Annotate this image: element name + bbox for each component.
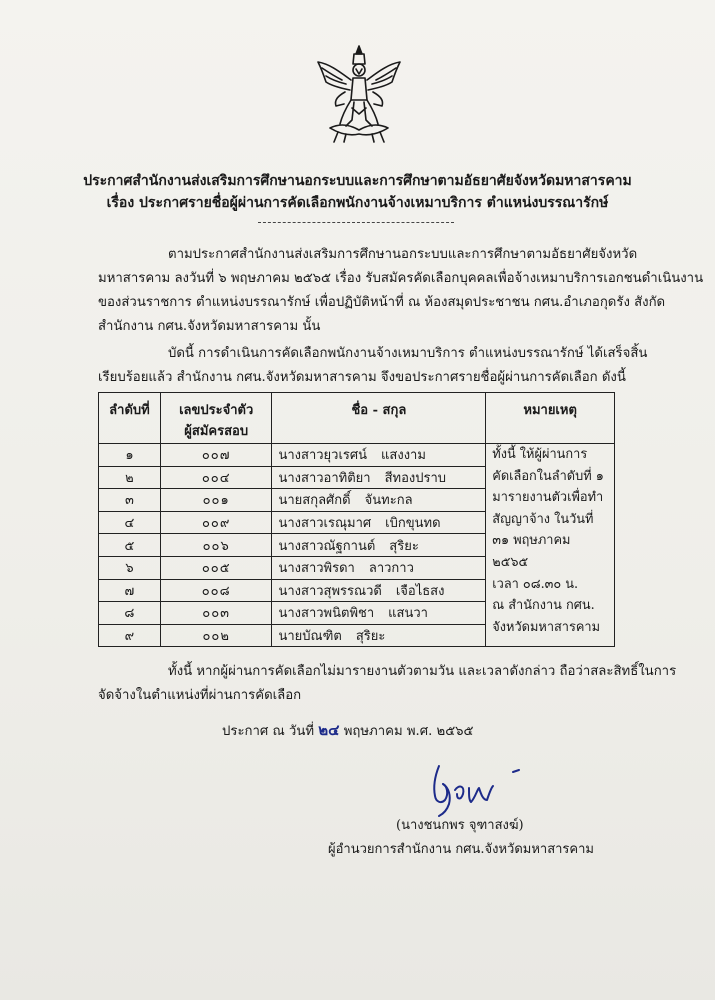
header-remark: หมายเหตุ: [486, 393, 615, 444]
full-name: [272, 556, 486, 579]
last-name: สีทองปราบ: [384, 470, 447, 486]
last-name: ลาวกาว: [368, 561, 414, 577]
full-name: [272, 466, 486, 489]
row-number: ๖: [99, 556, 161, 579]
paragraph-1-line-4: สำนักงาน กศน.จังหวัดมหาสารคาม นั้น: [98, 319, 321, 334]
full-name: [272, 511, 486, 534]
full-name: [272, 534, 486, 557]
handwritten-signature-icon: [425, 760, 525, 820]
full-name: [272, 444, 486, 467]
applicant-id: ๐๐๓: [160, 602, 272, 625]
row-number: ๘: [99, 602, 161, 625]
first-name: นางสาวสุพรรณวดี: [278, 583, 382, 599]
paragraph-2-line-2: เรียบร้อยแล้ว สำนักงาน กศน.จังหวัดมหาสารคาม จึงขอประกาศรายชื่อผู้ผ่านการคัดเลือก ดังนี้: [98, 370, 626, 385]
row-number: ๕: [99, 534, 161, 557]
table-header-row: [99, 393, 615, 444]
applicant-id: ๐๐๘: [160, 579, 272, 602]
paragraph-2-line-1: บัดนี้ การดำเนินการคัดเลือกพนักงานจ้างเหมาบริการ ตำแหน่งบรรณารักษ์ ได้เสร็จสิ้น: [168, 346, 648, 361]
garuda-emblem-icon: [312, 42, 406, 146]
remark-line: ๓๑ พฤษภาคม ๒๕๖๕: [492, 533, 571, 570]
table-row: [99, 444, 615, 467]
remark-line: คัดเลือกในลำดับที่ ๑: [492, 468, 604, 484]
row-number: ๙: [99, 624, 161, 647]
last-name: สุริยะ: [389, 538, 419, 554]
first-name: นายบัณฑิต: [278, 629, 342, 645]
last-name: แสนวา: [388, 606, 428, 622]
applicant-id: ๐๐๕: [160, 556, 272, 579]
remark-line: เวลา ๐๘.๓๐ น.: [492, 576, 579, 592]
header-applicant-id: [160, 393, 272, 444]
first-name: นายสกุลศักดิ์: [278, 493, 351, 509]
remark-line: ณ สำนักงาน กศน.: [492, 598, 595, 614]
full-name: [272, 624, 486, 647]
full-name: [272, 579, 486, 602]
signatory-name: (นางชนกพร จุฑาสงฆ์): [396, 818, 524, 833]
applicant-id: ๐๐๗: [160, 444, 272, 467]
paragraph-1-line-1: ตามประกาศสำนักงานส่งเสริมการศึกษานอกระบบและการศึกษาตามอัธยาศัยจังหวัด: [168, 247, 638, 262]
announce-date: [222, 718, 474, 742]
row-number: ๗: [99, 579, 161, 602]
announce-date-suffix: พฤษภาคม พ.ศ. ๒๕๖๕: [343, 724, 474, 739]
row-number: ๓: [99, 489, 161, 512]
last-name: เจือไธสง: [395, 583, 445, 599]
first-name: นางสาวเรณุมาศ: [278, 516, 372, 532]
applicant-id: ๐๐๔: [160, 466, 272, 489]
first-name: นางสาวณัฐกานต์: [278, 538, 376, 554]
last-name: แสงงาม: [381, 448, 426, 464]
applicant-id: ๐๐๙: [160, 511, 272, 534]
paragraph-3-line-2: จัดจ้างในตำแหน่งที่ผ่านการคัดเลือก: [98, 688, 302, 703]
row-number: ๒: [99, 466, 161, 489]
first-name: นางสาวยุวเรศน์: [278, 448, 368, 464]
header-full-name: ชื่อ - สกุล: [272, 393, 486, 444]
paragraph-1-line-2: มหาสารคาม ลงวันที่ ๖ พฤษภาคม ๒๕๖๕ เรื่อง รับสมัครคัดเลือกบุคคลเพื่อจ้างเหมาบริการเอกชนดำเนินงาน: [98, 271, 704, 286]
applicant-id: ๐๐๑: [160, 489, 272, 512]
paragraph-3-line-1: ทั้งนี้ หากผู้ผ่านการคัดเลือกไม่มารายงานตัวตามวัน และเวลาดังกล่าว ถือว่าสละสิทธิ์ในการ: [168, 664, 677, 679]
remark-line: จังหวัดมหาสารคาม: [492, 619, 601, 635]
remark-line: ทั้งนี้ ให้ผู้ผ่านการ: [492, 447, 588, 462]
first-name: นางสาวพนิตพิชา: [278, 606, 375, 622]
signatory-position: ผู้อำนวยการสำนักงาน กศน.จังหวัดมหาสารคาม: [328, 842, 594, 857]
announce-date-day: ๒๔: [318, 721, 340, 739]
applicant-id: ๐๐๒: [160, 624, 272, 647]
paragraph-1-line-3: ของส่วนราชการ ตำแหน่งบรรณารักษ์ เพื่อปฏิบัติหน้าที่ ณ ห้องสมุดประชาชน กศน.อำเภอกุดรัง สังกัด: [98, 295, 666, 310]
header-order: ลำดับที่: [99, 393, 161, 444]
announcement-subject: เรื่อง ประกาศรายชื่อผู้ผ่านการคัดเลือกพนักงานจ้างเหมาบริการ ตำแหน่งบรรณารักษ์: [106, 195, 609, 211]
first-name: นางสาวอาทิติยา: [278, 470, 371, 486]
first-name: นางสาวพิรดา: [278, 561, 355, 577]
remark-cell: [486, 444, 615, 647]
last-name: จันทะกล: [364, 493, 413, 509]
remark-line: มารายงานตัวเพื่อทำ: [492, 490, 604, 506]
divider: [258, 222, 454, 223]
header-applicant-id-line-1: เลขประจำตัว: [179, 403, 254, 418]
header-applicant-id-line-2: ผู้สมัครสอบ: [184, 424, 249, 439]
full-name: [272, 489, 486, 512]
announcement-title: ประกาศสำนักงานส่งเสริมการศึกษานอกระบบและการศึกษาตามอัธยาศัยจังหวัดมหาสารคาม: [83, 173, 632, 189]
selected-candidates-table: [98, 392, 615, 647]
last-name: เบิกขุนทด: [385, 516, 441, 532]
full-name: [272, 602, 486, 625]
last-name: สุริยะ: [355, 629, 386, 645]
remark-line: สัญญาจ้าง ในวันที่: [492, 511, 594, 527]
applicant-id: ๐๐๖: [160, 534, 272, 557]
row-number: ๔: [99, 511, 161, 534]
announce-date-prefix: ประกาศ ณ วันที่: [222, 724, 315, 739]
row-number: ๑: [99, 444, 161, 467]
